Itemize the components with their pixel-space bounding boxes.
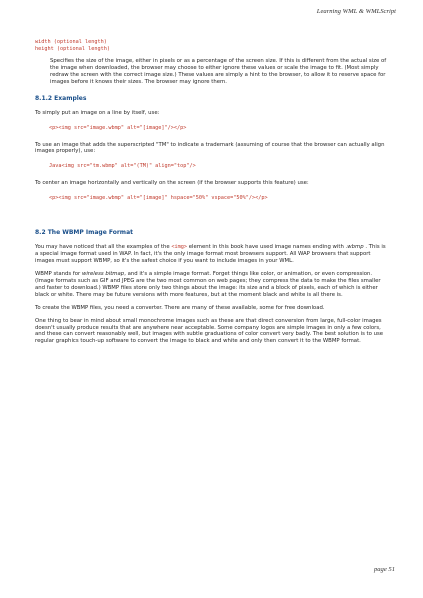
code-example-1: <p><img src="image.wbmp" alt="[image]"/></p> — [49, 124, 187, 131]
wbmp-p2-text-a: WBMP stands for — [35, 271, 82, 278]
code-example-3: <p><img src="image.wbmp" alt="[image]" hspace="50%" vspace="50%"/></p> — [49, 195, 268, 202]
wbmp-extension: .wbmp — [345, 244, 364, 251]
wbmp-p1-text-b: element in this book have used image names ending with — [187, 244, 346, 251]
height-attribute: height (optional length) — [35, 46, 110, 52]
wbmp-p1-text-a: You may have noticed that all the examples of the — [35, 244, 172, 251]
examples-paragraph-1: To simply put an image on a line by itself, use: — [35, 109, 160, 116]
width-attribute: width (optional length) — [35, 39, 107, 45]
wbmp-paragraph-1 — [35, 244, 390, 265]
examples-paragraph-3: To center an image horizontally and vertically on the screen (if the browser supports this feature) use: — [35, 180, 309, 187]
wbmp-p1-text-c: . This is a special image format used in WAP. In fact, it's the only image format most browsers support. All WAP browsers that support images must support WBMP, so it's the safest choice if you want to include images in your WML. — [35, 244, 386, 265]
running-header: Learning WML & WMLScript — [316, 8, 396, 15]
examples-paragraph-2: To use an image that adds the superscripted "TM" to indicate a trademark (assuming of course that the browser can actually align images properly), use: — [35, 141, 385, 155]
wbmp-heading: 8.2 The WBMP Image Format — [35, 229, 133, 237]
code-example-2: Java<img src="tm.wbmp" alt="(TM)" align="top"/> — [49, 163, 196, 170]
page-number: page 51 — [373, 566, 395, 573]
wbmp-paragraph-3: To create the WBMP files, you need a converter. There are many of these available, some for free download. — [35, 304, 325, 311]
wireless-bitmap-term: wireless bitmap — [81, 271, 125, 278]
wbmp-paragraph-4: One thing to bear in mind about small monochrome images such as these are that direct conversion from large, full-color images doesn't usually produce results that are anywhere near acceptable. Some company logos are simple images in only a few colors, and these can convert reasonably well, but images with subtle graduations of color convert very badly. The best solution is to use regular graphics touch-up software to convert the image to black and white and only then convert it to the WBMP format. — [35, 317, 384, 345]
examples-heading: 8.1.2 Examples — [35, 94, 87, 102]
wbmp-paragraph-2 — [35, 271, 390, 299]
wbmp-p2-text-b: , and it's a simple image format. Forget things like color, or animation, or even compression. (Image formats such as GIF and JPEG are the two most common on web pages; they compress the data to make the files smaller and faster to download.) WBMP files store only two things about the image: its size and a block of pixels, each of which is either black or white. There may be future versions with more features, but at the moment black and white is all there is. — [35, 271, 381, 298]
page-content — [35, 39, 390, 345]
img-element-code: <img> — [171, 244, 187, 251]
attribute-description: Specifies the size of the image, either in pixels or as a percentage of the screen size. If this is different from the actual size of the image when downloaded, the browser may choose to either ignore these values or scale the image to fit. (Most simply redraw the screen with the correct image size.) These values are simply a hint to the browser, to allow it to reserve space for images before it knows their sizes. The browser may ignore them. — [50, 58, 387, 85]
